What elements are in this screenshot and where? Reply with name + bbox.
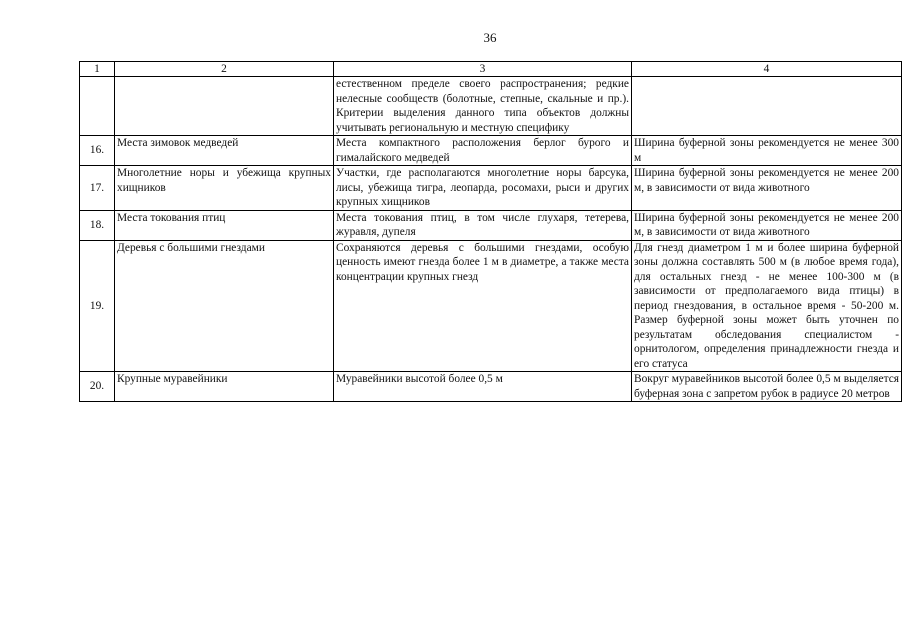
row-number: 19. bbox=[80, 240, 115, 372]
row-buffer: Для гнезд диаметром 1 м и более ширина буферной зоны должна составлять 500 м (в любое время года), для остальных гнезд - не менее 100-300 м (в зависимости от предполагаемого вида птицы) в период гнездования, в остальное время - 50-200 м. Размер буферной зоны может быть уточнен по результатам обследования специалистом - орнитологом, определения принадлежности гнезда и его статуса bbox=[632, 240, 902, 372]
page-number: 36 bbox=[483, 30, 497, 45]
table-header-row bbox=[80, 62, 902, 77]
row-buffer: Ширина буферной зоны рекомендуется не менее 200 м, в зависимости от вида животного bbox=[632, 166, 902, 211]
table-row bbox=[80, 210, 902, 240]
table-row bbox=[80, 136, 902, 166]
row-number: 17. bbox=[80, 166, 115, 211]
row-number: 16. bbox=[80, 136, 115, 166]
row-object: Деревья с большими гнездами bbox=[115, 240, 334, 372]
continuation-text: естественном пределе своего распространения; редкие нелесные сообществ (болотные, степные, скальные и пр.). Критерии выделения данного типа объектов должны учитывать региональную и местную специфику bbox=[334, 77, 632, 136]
header-col-2: 2 bbox=[115, 62, 334, 77]
row-buffer: Ширина буферной зоны рекомендуется не менее 200 м, в зависимости от вида животного bbox=[632, 210, 902, 240]
row-number: 18. bbox=[80, 210, 115, 240]
table-row bbox=[80, 240, 902, 372]
row-description: Места токования птиц, в том числе глухаря, тетерева, журавля, дупеля bbox=[334, 210, 632, 240]
row-object: Места токования птиц bbox=[115, 210, 334, 240]
row-object: Крупные муравейники bbox=[115, 372, 334, 402]
row-number: 20. bbox=[80, 372, 115, 402]
table-row-continuation bbox=[80, 77, 902, 136]
header-col-4: 4 bbox=[632, 62, 902, 77]
row-object: Места зимовок медведей bbox=[115, 136, 334, 166]
row-buffer: Вокруг муравейников высотой более 0,5 м выделяется буферная зона с запретом рубок в радиусе 20 метров bbox=[632, 372, 902, 402]
row-description: Участки, где располагаются многолетние норы барсука, лисы, убежища тигра, леопарда, росомахи, рыси и других крупных хищников bbox=[334, 166, 632, 211]
header-col-1: 1 bbox=[80, 62, 115, 77]
row-buffer: Ширина буферной зоны рекомендуется не менее 300 м bbox=[632, 136, 902, 166]
table-row bbox=[80, 166, 902, 211]
table-row bbox=[80, 372, 902, 402]
row-object: Многолетние норы и убежища крупных хищников bbox=[115, 166, 334, 211]
row-description: Сохраняются деревья с большими гнездами, особую ценность имеют гнезда более 1 м в диаметре, а также места концентрации крупных гнезд bbox=[334, 240, 632, 372]
row-description: Муравейники высотой более 0,5 м bbox=[334, 372, 632, 402]
species-buffer-table bbox=[79, 61, 902, 402]
row-description: Места компактного расположения берлог бурого и гималайского медведей bbox=[334, 136, 632, 166]
header-col-3: 3 bbox=[334, 62, 632, 77]
